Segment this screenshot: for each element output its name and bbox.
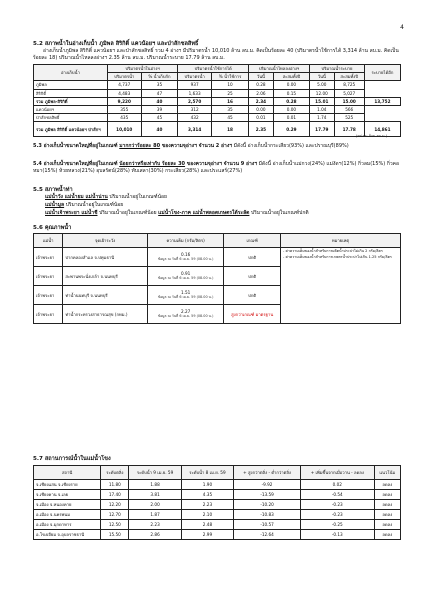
reservoir-value: 45 [141, 114, 178, 122]
reservoir-value: 25 [212, 89, 249, 97]
reservoir-value: 16 [212, 97, 249, 105]
runoff-line-2 [45, 202, 415, 209]
reservoir-value: 0.28 [249, 81, 274, 89]
quality-criterion: ปกติ [224, 248, 281, 267]
reservoir-value: 45 [212, 114, 249, 122]
col-group-usable: ปริมาตรน้ำใช้การได้ [178, 65, 249, 73]
mekong-value: 0.02 [300, 480, 374, 490]
section-5-4 [33, 161, 403, 176]
mekong-header: ระดับตลิ่ง [101, 466, 129, 480]
section-5-3-count: ของความจุอ่างฯ จำนวน 2 อ่างฯ [160, 143, 233, 149]
unit-note: (หน่วย: ล้าน ลบ.ม.) [356, 134, 388, 138]
section-5-3-detail: มีดังนี้ อ่างเก็บน้ำกระเสียว(93%) และปราณบุรี(89%) [232, 143, 349, 149]
mekong-value: -0.23 [300, 510, 374, 520]
salinity-timestamp: ข้อมูล ณ วันที่ 6 เม.ย. 59 (08.00 น.) [157, 276, 214, 280]
col-group-inflow: ปริมาณน้ำไหลลงอ่างฯ [249, 65, 310, 73]
section-5-4-threshold: น้อยกว่าหรือเท่ากับ ร้อยละ 30 [119, 161, 186, 167]
mekong-station: อ.เมือง จ.มุกดาหาร [34, 520, 101, 530]
runoff-line-2-status: ปริมาณน้ำอยู่ในเกณฑ์น้อย [64, 202, 124, 208]
mekong-value: ลดลง [374, 510, 400, 520]
runoff-line-3 [45, 210, 415, 217]
section-5-2-paragraph: อ่างเก็บน้ำภูมิพล สิริกิติ์ แควน้อยฯ และป่าสักชลสิทธิ์ รวม 4 อ่างฯ มีปริมาตรน้ำ 10,010 ล้าน ลบ.ม. คิดเป็นร้อยละ 40 (ปริมาตรน้ำใช้การได้ 3,314 ล้าน ลบ.ม. คิดเป็นร้อยละ 18) ปริมาณน้ำไหลลงอ่างฯ 2.35 ล้าน ลบ.ม. ปริมาณน้ำระบาย 17.79 ล้าน ลบ.ม. [33, 48, 399, 62]
quality-point: ท่าน้ำกระทรวงสาธารณสุข (กทม.) [63, 305, 148, 324]
reservoir-table [33, 64, 401, 137]
remark-1: - ค่าความเค็มของน้ำสำหรับการผลิตน้ำประปาไม่เกิน 2 กรัม/ลิตร [283, 249, 383, 253]
subheader-cell: % น้ำใช้การ [212, 73, 249, 81]
quality-header: เกณฑ์ [224, 234, 281, 248]
mekong-value: 17.40 [101, 490, 129, 500]
quality-salinity [147, 286, 223, 305]
subheader-cell: ปริมาตรน้ำ [178, 73, 212, 81]
reservoir-row [34, 89, 401, 97]
mekong-row [34, 510, 401, 520]
reservoir-value: 15.00 [334, 97, 364, 105]
quality-river: เจ้าพระยา [34, 305, 63, 324]
reservoir-value: 1.04 [310, 105, 335, 113]
page-number: 4 [400, 24, 404, 31]
section-5-3-threshold: มากกว่าร้อยละ 80 [119, 143, 161, 149]
runoff-line-2-rivers: แม่น้ำมูล [45, 202, 65, 208]
reservoir-value: 2.34 [249, 97, 274, 105]
reservoir-row [34, 122, 401, 137]
mekong-row [34, 520, 401, 530]
reservoir-value: 15.01 [310, 97, 335, 105]
mekong-value: -0.25 [300, 520, 374, 530]
reservoir-remaining: 14,861 [364, 122, 400, 137]
quality-criterion: ปกติ [224, 286, 281, 305]
mekong-value: -10.57 [234, 520, 301, 530]
mekong-row [34, 480, 401, 490]
reservoir-value: 432 [178, 114, 212, 122]
section-5-3-prefix: 5.3 อ่างเก็บน้ำขนาดใหญ่ที่อยู่ในเกณฑ์ [33, 143, 120, 149]
quality-river: เจ้าพระยา [34, 248, 63, 267]
runoff-line-1 [45, 194, 415, 201]
reservoir-value: 40 [141, 122, 178, 137]
quality-salinity [147, 267, 223, 286]
runoff-line-1-status: ปริมาณน้ำอยู่ในเกณฑ์น้อย [107, 194, 167, 200]
reservoir-value: 17.79 [310, 122, 335, 137]
mekong-value: 11.80 [101, 480, 129, 490]
quality-point: ปากคลองสำแล จ.ปทุมธานี [63, 248, 148, 267]
reservoir-remaining: 566 [334, 105, 364, 113]
runoff-line-3-rivers: แม่น้ำเจ้าพระยา แม่น้ำชี [45, 210, 98, 216]
mekong-header: แนวโน้ม [374, 466, 400, 480]
subheader-cell: วันนี้ [310, 73, 335, 81]
reservoir-value: 2.06 [249, 89, 274, 97]
reservoir-remaining: 5,027 [334, 89, 364, 97]
mekong-value: ลดลง [374, 500, 400, 510]
subheader-cell: สะสมทั้งปี [273, 73, 309, 81]
runoff-line-3-rivers-2: แม่น้ำโขง-ภาค แม่น้ำพลอตเกษตรใต้ระลัด [158, 210, 250, 216]
section-5-2-heading: 5.2 สภาพน้ำในอ่างเก็บน้ำ ภูมิพล สิริกิติ์ แควน้อยฯ และป่าสักชลสิทธิ์ [33, 41, 199, 47]
mekong-value: 2.48 [181, 520, 233, 530]
mekong-value: 3.81 [129, 490, 181, 500]
reservoir-row [34, 81, 401, 89]
col-reservoir: อ่างเก็บน้ำ [34, 65, 108, 81]
reservoir-value: 10 [212, 81, 249, 89]
reservoir-name: รวม ภูมิพล-สิริกิติ์ [34, 97, 108, 105]
subheader-cell: วันนี้ [249, 73, 274, 81]
section-5-4-count: ของความจุอ่างฯ จำนวน 9 อ่างฯ [185, 161, 258, 167]
reservoir-value: 35 [212, 105, 249, 113]
quality-river: เจ้าพระยา [34, 286, 63, 305]
subheader-cell: ปริมาตรน้ำ [107, 73, 141, 81]
reservoir-value: 2.35 [249, 122, 274, 137]
mekong-value: ลดลง [374, 480, 400, 490]
reservoir-value: 4,483 [107, 89, 141, 97]
quality-point: ท่าน้ำนนทบุรี จ.นนทบุรี [63, 286, 148, 305]
reservoir-value: 40 [141, 97, 178, 105]
quality-criterion: ปกติ [224, 267, 281, 286]
mekong-header: ระดับน้ำ 8 เม.ย. 59 [181, 466, 233, 480]
quality-header: ความเค็ม (กรัม/ลิตร) [147, 234, 223, 248]
reservoir-name: สิริกิติ์ [34, 89, 108, 97]
mekong-value: ลดลง [374, 490, 400, 500]
reservoir-remaining: 13,752 [364, 97, 400, 105]
mekong-value: 2.86 [129, 530, 181, 540]
reservoir-value: 312 [178, 105, 212, 113]
reservoir-value: 0.01 [249, 114, 274, 122]
reservoir-value: 10,010 [107, 122, 141, 137]
mekong-value: 12.50 [101, 520, 129, 530]
mekong-value: ลดลง [374, 520, 400, 530]
mekong-value: 12.20 [101, 500, 129, 510]
quality-point: สะพานพระนั่งเกล้า จ.นนทบุรี [63, 267, 148, 286]
mekong-value: -0.54 [300, 490, 374, 500]
reservoir-value: 0.00 [273, 81, 309, 89]
reservoir-name: รวม ภูมิพล สิริกิติ์ แควน้อยฯ ป่าสักฯ [34, 122, 108, 137]
section-5-3 [33, 143, 403, 150]
salinity-timestamp: ข้อมูล ณ วันที่ 6 เม.ย. 59 (08.00 น.) [157, 257, 214, 261]
reservoir-remaining: 525 [334, 114, 364, 122]
reservoir-name: ภูมิพล [34, 81, 108, 89]
reservoir-row [34, 105, 401, 113]
quality-river: เจ้าพระยา [34, 267, 63, 286]
mekong-station: อ.โขงเจียม จ.อุบลราชธานี [34, 530, 101, 540]
reservoir-value: 2,570 [178, 97, 212, 105]
mekong-header: + สูงกว่าตลิ่ง - ต่ำกว่าตลิ่ง [234, 466, 301, 480]
mekong-value: 2.10 [181, 510, 233, 520]
mekong-value: -10.20 [234, 500, 301, 510]
quality-salinity [147, 248, 223, 267]
reservoir-value: 435 [107, 114, 141, 122]
reservoir-remaining: 8,725 [334, 81, 364, 89]
col-group-storage: ปริมาตรน้ำในอ่างฯ [107, 65, 177, 73]
reservoir-value: 47 [141, 89, 178, 97]
salinity-value: 0.91 [180, 271, 191, 276]
runoff-line-1-rivers: แม่น้ำวัง แม่น้ำยม แม่น้ำน่าน [45, 194, 108, 200]
reservoir-value: 35 [141, 81, 178, 89]
mekong-value: ลดลง [374, 530, 400, 540]
reservoir-value: 0.15 [273, 89, 309, 97]
reservoir-value: 4,737 [107, 81, 141, 89]
mekong-value: 2.23 [129, 520, 181, 530]
salinity-timestamp: ข้อมูล ณ วันที่ 6 เม.ย. 59 (08.00 น.) [157, 295, 214, 299]
mekong-value: -10.83 [234, 510, 301, 520]
salinity-value: 0.16 [180, 252, 191, 257]
reservoir-value: 0.29 [273, 122, 309, 137]
mekong-value: -9.92 [234, 480, 301, 490]
mekong-value: 2.00 [129, 500, 181, 510]
mekong-value: 2.99 [181, 530, 233, 540]
subheader-cell: สะสมทั้งปี [334, 73, 364, 81]
reservoir-value: 355 [107, 105, 141, 113]
subheader-cell: % น้ำเก็บกัก [141, 73, 178, 81]
runoff-line-3-status-2: ปริมาณน้ำอยู่ในเกณฑ์ปกติ [249, 210, 309, 216]
reservoir-value: 0.28 [273, 97, 309, 105]
salinity-timestamp: ข้อมูล ณ วันที่ 6 เม.ย. 59 (08.00 น.) [157, 314, 214, 318]
mekong-header: + เพิ่มขึ้นจากเมื่อวาน - ลดลง [300, 466, 374, 480]
reservoir-value: 3,314 [178, 122, 212, 137]
mekong-value: -13.59 [234, 490, 301, 500]
reservoir-value: 1,633 [178, 89, 212, 97]
reservoir-value: 9,220 [107, 97, 141, 105]
runoff-line-3-status: ปริมาณน้ำอยู่ในเกณฑ์น้อย [97, 210, 159, 216]
quality-row [34, 248, 401, 267]
reservoir-value: 0.01 [273, 114, 309, 122]
mekong-header: ระดับน้ำ 9 เม.ย. 59 [129, 466, 181, 480]
mekong-value: 15.50 [101, 530, 129, 540]
reservoir-row [34, 114, 401, 122]
reservoir-name: ป่าสักชลสิทธิ์ [34, 114, 108, 122]
reservoir-value: 17.78 [334, 122, 364, 137]
reservoir-value: 18 [212, 122, 249, 137]
quality-salinity [147, 305, 223, 324]
salinity-value: 2.27 [180, 309, 191, 314]
reservoir-row [34, 97, 401, 105]
reservoir-name: แควน้อยฯ [34, 105, 108, 113]
reservoir-value: 937 [178, 81, 212, 89]
mekong-station: จ.เมือง จ.หนองคาย [34, 500, 101, 510]
mekong-header: สถานี [34, 466, 101, 480]
mekong-station: จ.เชียงคาน จ.เลย [34, 490, 101, 500]
quality-criterion: สูงกว่าเกณฑ์ มาตรฐาน [224, 305, 281, 324]
section-5-4-detail: มีดังนี้ อ่างเก็บน้ำแม่กวง(24%) แม่งัดฯ(12%) กิ่วลม(15%) กิ่วคอหมา(15%) ห้วยหลวง(21%) อุบลรัตน์(28%) ทับเสลา(30%) กระเสียว(28%) และประแสร์(27%) [33, 161, 400, 175]
section-5-7-heading: 5.7 สถานการณ์น้ำในแม่น้ำโขง [33, 456, 111, 462]
col-remaining: ระบายได้อีก [364, 65, 400, 81]
reservoir-value: 39 [141, 105, 178, 113]
col-group-release: ปริมาณน้ำระบาย [310, 65, 365, 73]
mekong-table [33, 465, 401, 540]
reservoir-value: 12.00 [310, 89, 335, 97]
reservoir-value: 1.74 [310, 114, 335, 122]
water-quality-table [33, 233, 401, 324]
mekong-row [34, 490, 401, 500]
mekong-value: 12.70 [101, 510, 129, 520]
quality-header: จุดเฝ้าระวัง [63, 234, 148, 248]
mekong-value: 2.23 [181, 500, 233, 510]
mekong-station: อ.เมือง จ.นครพนม [34, 510, 101, 520]
mekong-value: 1.88 [129, 480, 181, 490]
mekong-row [34, 530, 401, 540]
mekong-value: -0.23 [300, 500, 374, 510]
reservoir-value: 0.00 [249, 105, 274, 113]
mekong-row [34, 500, 401, 510]
reservoir-value: 0.00 [273, 105, 309, 113]
mekong-value: 1.90 [181, 480, 233, 490]
salinity-value: 1.51 [180, 290, 191, 295]
quality-remarks [281, 248, 401, 324]
reservoir-value: 5.00 [310, 81, 335, 89]
remark-2: - ค่าความเค็มของน้ำสำหรับการเกษตรน้ำประปาไม่เกิน 1.25 กรัม/ลิตร [283, 255, 392, 259]
quality-header: แม่น้ำ [34, 234, 63, 248]
mekong-value: -0.13 [300, 530, 374, 540]
mekong-value: -12.64 [234, 530, 301, 540]
section-5-4-prefix: 5.4 อ่างเก็บน้ำขนาดใหญ่ที่อยู่ในเกณฑ์ [33, 161, 120, 167]
mekong-value: 4.35 [181, 490, 233, 500]
section-5-5-heading: 5.5 สภาพน้ำท่า [33, 187, 73, 193]
quality-header: หมายเหตุ [281, 234, 401, 248]
section-5-6-heading: 5.6 คุณภาพน้ำ [33, 225, 72, 231]
mekong-value: 1.87 [129, 510, 181, 520]
mekong-station: จ.เชียงแสน จ.เชียงราย [34, 480, 101, 490]
